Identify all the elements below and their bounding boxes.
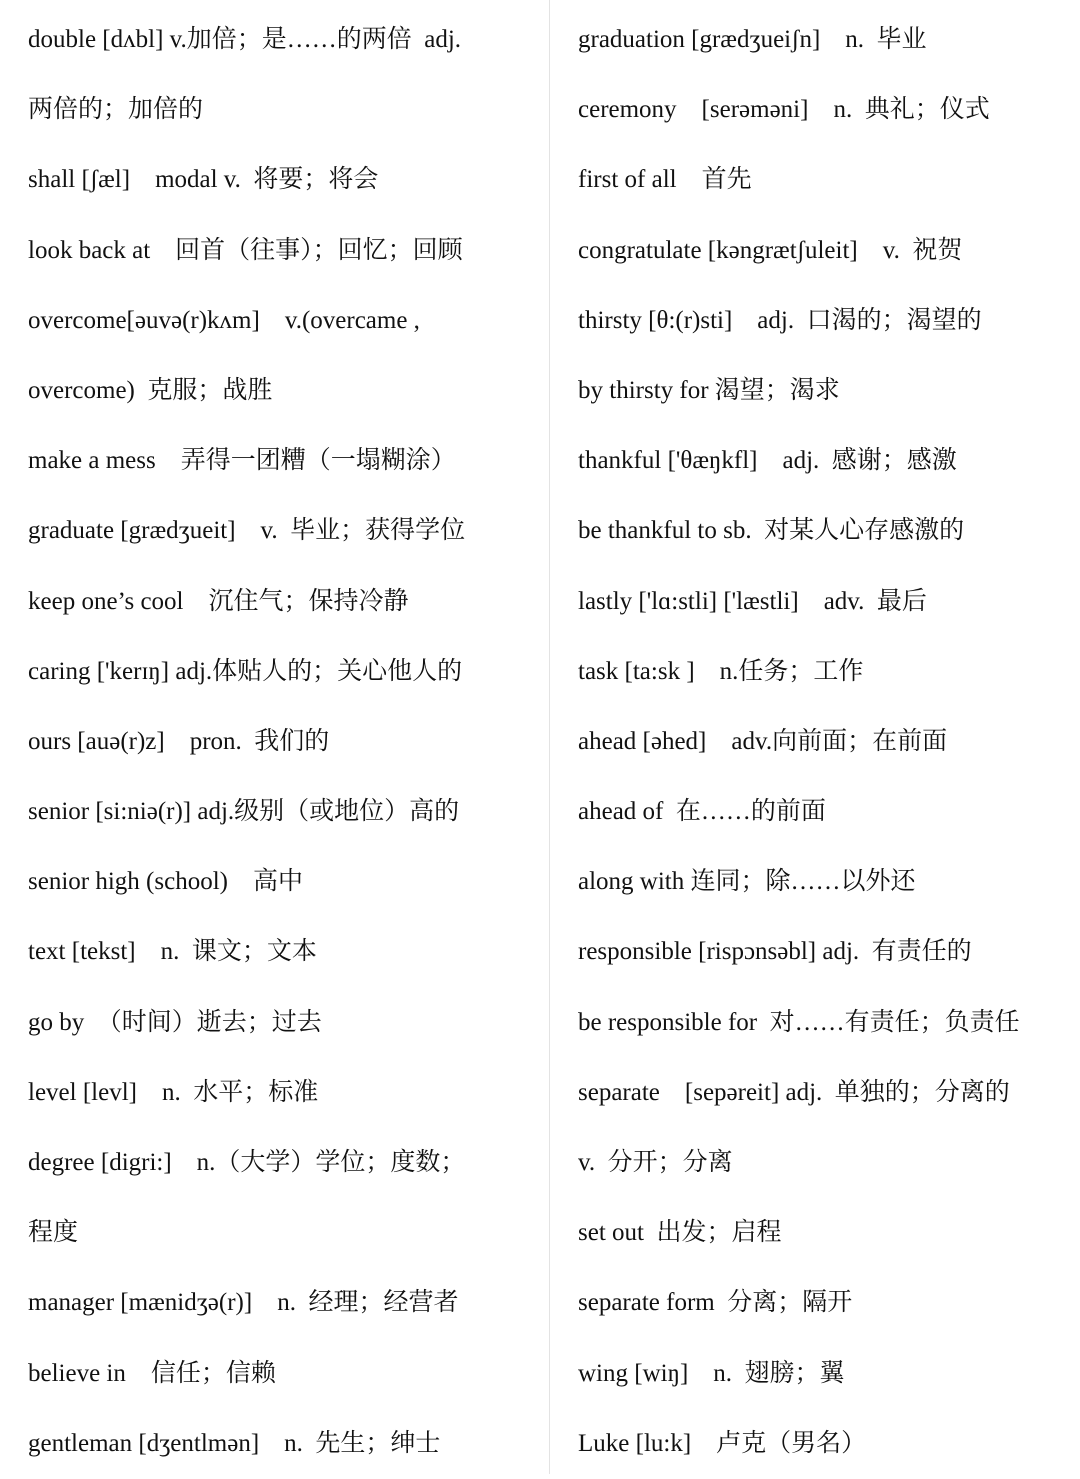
vocab-line: gentleman [dʒentlmən] n. 先生；绅士 (28, 1429, 441, 1457)
vocab-line: believe in 信任；信赖 (28, 1359, 276, 1387)
vocab-line: go by （时间）逝去；过去 (28, 1008, 322, 1036)
vocab-line: shall [ʃæl] modal v. 将要；将会 (28, 166, 379, 194)
vocab-line: wing [wiŋ] n. 翅膀；翼 (578, 1359, 845, 1387)
vocab-line: thirsty [θ:(r)sti] adj. 口渴的；渴望的 (578, 306, 982, 334)
vocab-line: task [ta:sk ] n.任务；工作 (578, 657, 864, 685)
vocab-line: separate [sepəreit] adj. 单独的；分离的 (578, 1078, 1010, 1106)
vocab-line: graduate [grædʒueit] v. 毕业；获得学位 (28, 517, 466, 545)
vocab-line: caring ['kerɪŋ] adj.体贴人的；关心他人的 (28, 657, 463, 685)
vocab-line: senior [si:niə(r)] adj.级别（或地位）高的 (28, 798, 460, 826)
vocab-line: ahead of 在……的前面 (578, 798, 826, 826)
vocab-line: overcome) 克服；战胜 (28, 376, 273, 404)
vocab-line: make a mess 弄得一团糟（一塌糊涂） (28, 447, 456, 475)
right-column (578, 5, 1078, 1479)
vocab-line: by thirsty for 渴望；渴求 (578, 376, 840, 404)
vocab-line: be thankful to sb. 对某人心存感激的 (578, 517, 965, 545)
vocab-line: v. 分开；分离 (578, 1149, 733, 1176)
vocab-line: degree [digri:] n.（大学）学位；度数； (28, 1149, 466, 1176)
vocab-line: thankful ['θæŋkfl] adj. 感谢；感激 (578, 447, 957, 475)
vocab-line: double [dʌbl] v.加倍；是……的两倍 adj. (28, 26, 462, 53)
vocab-line: 程度 (28, 1219, 79, 1247)
vocab-line: ours [auə(r)z] pron. 我们的 (28, 727, 330, 755)
vocab-line: senior high (school) 高中 (28, 868, 303, 896)
vocab-line: ahead [əhed] adv.向前面；在前面 (578, 727, 948, 755)
column-divider (549, 0, 550, 1474)
vocab-line: keep one’s cool 沉住气；保持冷静 (28, 587, 409, 615)
vocab-line: graduation [grædʒueiʃn] n. 毕业 (578, 26, 927, 53)
vocab-line: overcome[əuvə(r)kʌm] v.(overcame , (28, 306, 420, 334)
vocab-line: Luke [lu:k] 卢克（男名） (578, 1429, 867, 1457)
vocab-line: 两倍的；加倍的 (28, 96, 204, 124)
vocab-line: separate form 分离；隔开 (578, 1289, 853, 1317)
vocab-line: lastly ['lɑ:stli] ['læstli] adv. 最后 (578, 587, 927, 615)
vocab-line: manager [mænidʒə(r)] n. 经理；经营者 (28, 1289, 459, 1317)
vocab-line: ceremony [serəməni] n. 典礼；仪式 (578, 96, 990, 124)
vocab-line: along with 连同；除……以外还 (578, 868, 916, 896)
vocab-line: be responsible for 对……有责任；负责任 (578, 1008, 1020, 1036)
vocab-line: level [levl] n. 水平；标准 (28, 1078, 319, 1106)
vocab-line: set out 出发；启程 (578, 1219, 782, 1247)
vocab-line: congratulate [kəngrætʃuleit] v. 祝贺 (578, 236, 963, 264)
left-column (28, 5, 540, 1479)
vocab-line: responsible [rispɔnsəbl] adj. 有责任的 (578, 938, 972, 966)
vocab-line: text [tekst] n. 课文；文本 (28, 938, 317, 966)
vocab-line: first of all 首先 (578, 166, 752, 194)
vocab-line: look back at 回首（往事）；回忆；回顾 (28, 236, 463, 264)
